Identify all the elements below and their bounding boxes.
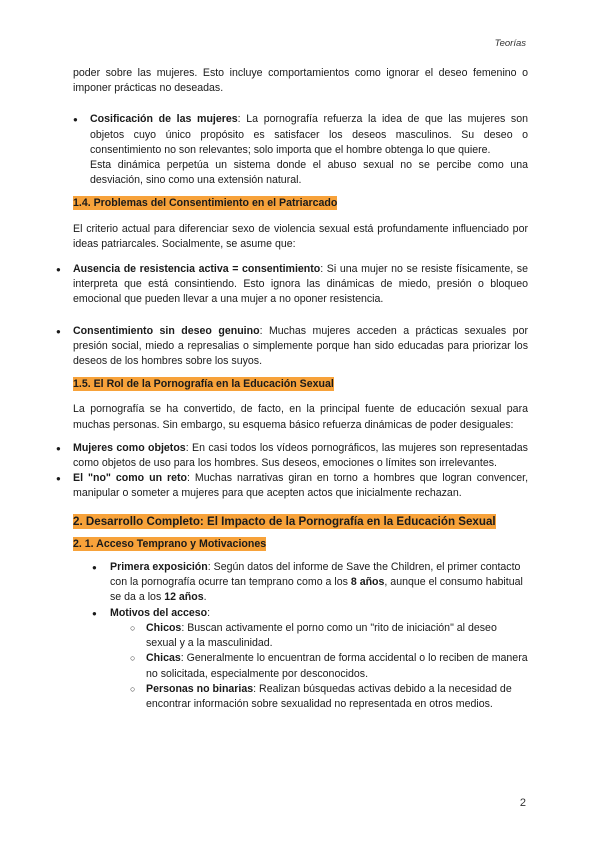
bullet-term: Motivos del acceso [110, 606, 208, 619]
bullet-term: Chicos [146, 621, 182, 634]
bullet-term: Cosificación de las mujeres [90, 113, 238, 126]
bullet-term: Primera exposición [110, 561, 208, 574]
bullet-text-2: Esta dinámica perpetúa un sistema donde el abuso sexual no se percibe como una desviación, sino como una extensión natural. [90, 159, 528, 187]
bullet-text: : En casi todos los vídeos pornográficos, las mujeres son representadas como objetos de uso para los hombres. Sus deseos, emociones o límites son irrelevantes. [73, 441, 528, 470]
header-title: Teorías [494, 38, 526, 49]
section-heading-2-1 [73, 537, 528, 552]
bullet-text: . [203, 591, 207, 604]
age-first: 8 años [350, 576, 385, 589]
bullet-primera-exposicion [92, 560, 528, 606]
bullet-text: : Buscan activamente el porno como un "rito de iniciación" al deseo sexual y a la masculinidad. [146, 621, 497, 650]
intro-continuation: poder sobre las mujeres. Esto incluye comportamientos como ignorar el deseo femenino o imponer prácticas no deseadas. [73, 67, 528, 95]
bullet-mujeres-objetos [56, 441, 528, 471]
bullet-term: Chicas [146, 652, 181, 665]
bullet-text: : Si una mujer no se resiste físicamente, se interpreta que está consintiendo. Esto ignora las dinámicas de miedo, presión o bloqueo emocional que pueden llevar a una mujer a no oponer resistencia. [73, 263, 528, 306]
bullet-resistencia [56, 262, 528, 308]
sub-bullet-chicos [130, 621, 528, 651]
page-content [56, 66, 528, 712]
sub-bullet-chicas [130, 651, 528, 681]
bullet-no-reto [56, 471, 528, 501]
bullet-motivos [92, 606, 528, 621]
bullet-term: Mujeres como objetos [73, 441, 186, 454]
bullet-term: Personas no binarias [146, 682, 254, 695]
bullet-text: : [207, 606, 211, 619]
bullet-term: Consentimiento sin deseo genuino [73, 324, 260, 337]
heading-highlight: 2. Desarrollo Completo: El Impacto de la Pornografía en la Educación Sexual [73, 514, 496, 528]
bullet-text: : Según datos del informe de Save the Children, el primer contacto con la pornografía ocurre tan temprano como a los [110, 561, 521, 589]
bullet-text: : Muchas mujeres acceden a prácticas sexuales por presión social, miedo a represalias o simplemente porque han sido educadas para priorizar los deseos de los hombres sobre los suyos. [73, 324, 528, 368]
bullet-term: Ausencia de resistencia activa = consentimiento [73, 263, 321, 276]
bullet-text: : Generalmente lo encuentran de forma accidental o lo reciben de manera no solicitada, especialmente por desconocidos. [146, 652, 528, 680]
bullet-text: : Muchas narrativas giran en torno a hombres que logran convencer, manipular o someter a mujeres para que acepten actos que inicialmente rechazan. [73, 472, 529, 500]
bullet-text: , aunque el consumo habitual se da a los [110, 576, 523, 604]
section-heading-2 [73, 514, 528, 529]
bullet-term: El "no" como un reto [73, 472, 188, 485]
section-heading-1-5 [73, 377, 528, 392]
paragraph-1-4: El criterio actual para diferenciar sexo de violencia sexual está profundamente influenciado por ideas patriarcales. Socialmente, se asume que: [73, 222, 528, 250]
paragraph-1-5: La pornografía se ha convertido, de facto, en la principal fuente de educación sexual para muchas personas. Sin embargo, su esquema básico refuerza dinámicas de poder desiguales: [73, 403, 528, 431]
bullet-text: : La pornografía refuerza la idea de que las mujeres son objetos cuyo único propósito es satisfacer los deseos masculinos. Su deseo o consentimiento no son relevantes; solo importa que el hombre obtenga lo que quiere. [90, 113, 528, 156]
age-habitual: 12 años [164, 591, 204, 604]
sub-bullet-no-binarias [130, 682, 528, 712]
page-number: 2 [519, 797, 526, 809]
heading-highlight: 2. 1. Acceso Temprano y Motivaciones [73, 537, 267, 550]
heading-highlight: 1.5. El Rol de la Pornografía en la Educación Sexual [73, 378, 334, 391]
heading-highlight: 1.4. Problemas del Consentimiento en el Patriarcado [73, 197, 338, 210]
section-heading-1-4 [73, 196, 528, 211]
bullet-consentimiento [56, 324, 528, 370]
bullet-cosificacion [73, 112, 528, 188]
bullet-text: : Realizan búsquedas activas debido a la necesidad de encontrar información sobre sexualidad no representada en otros medios. [146, 682, 512, 710]
